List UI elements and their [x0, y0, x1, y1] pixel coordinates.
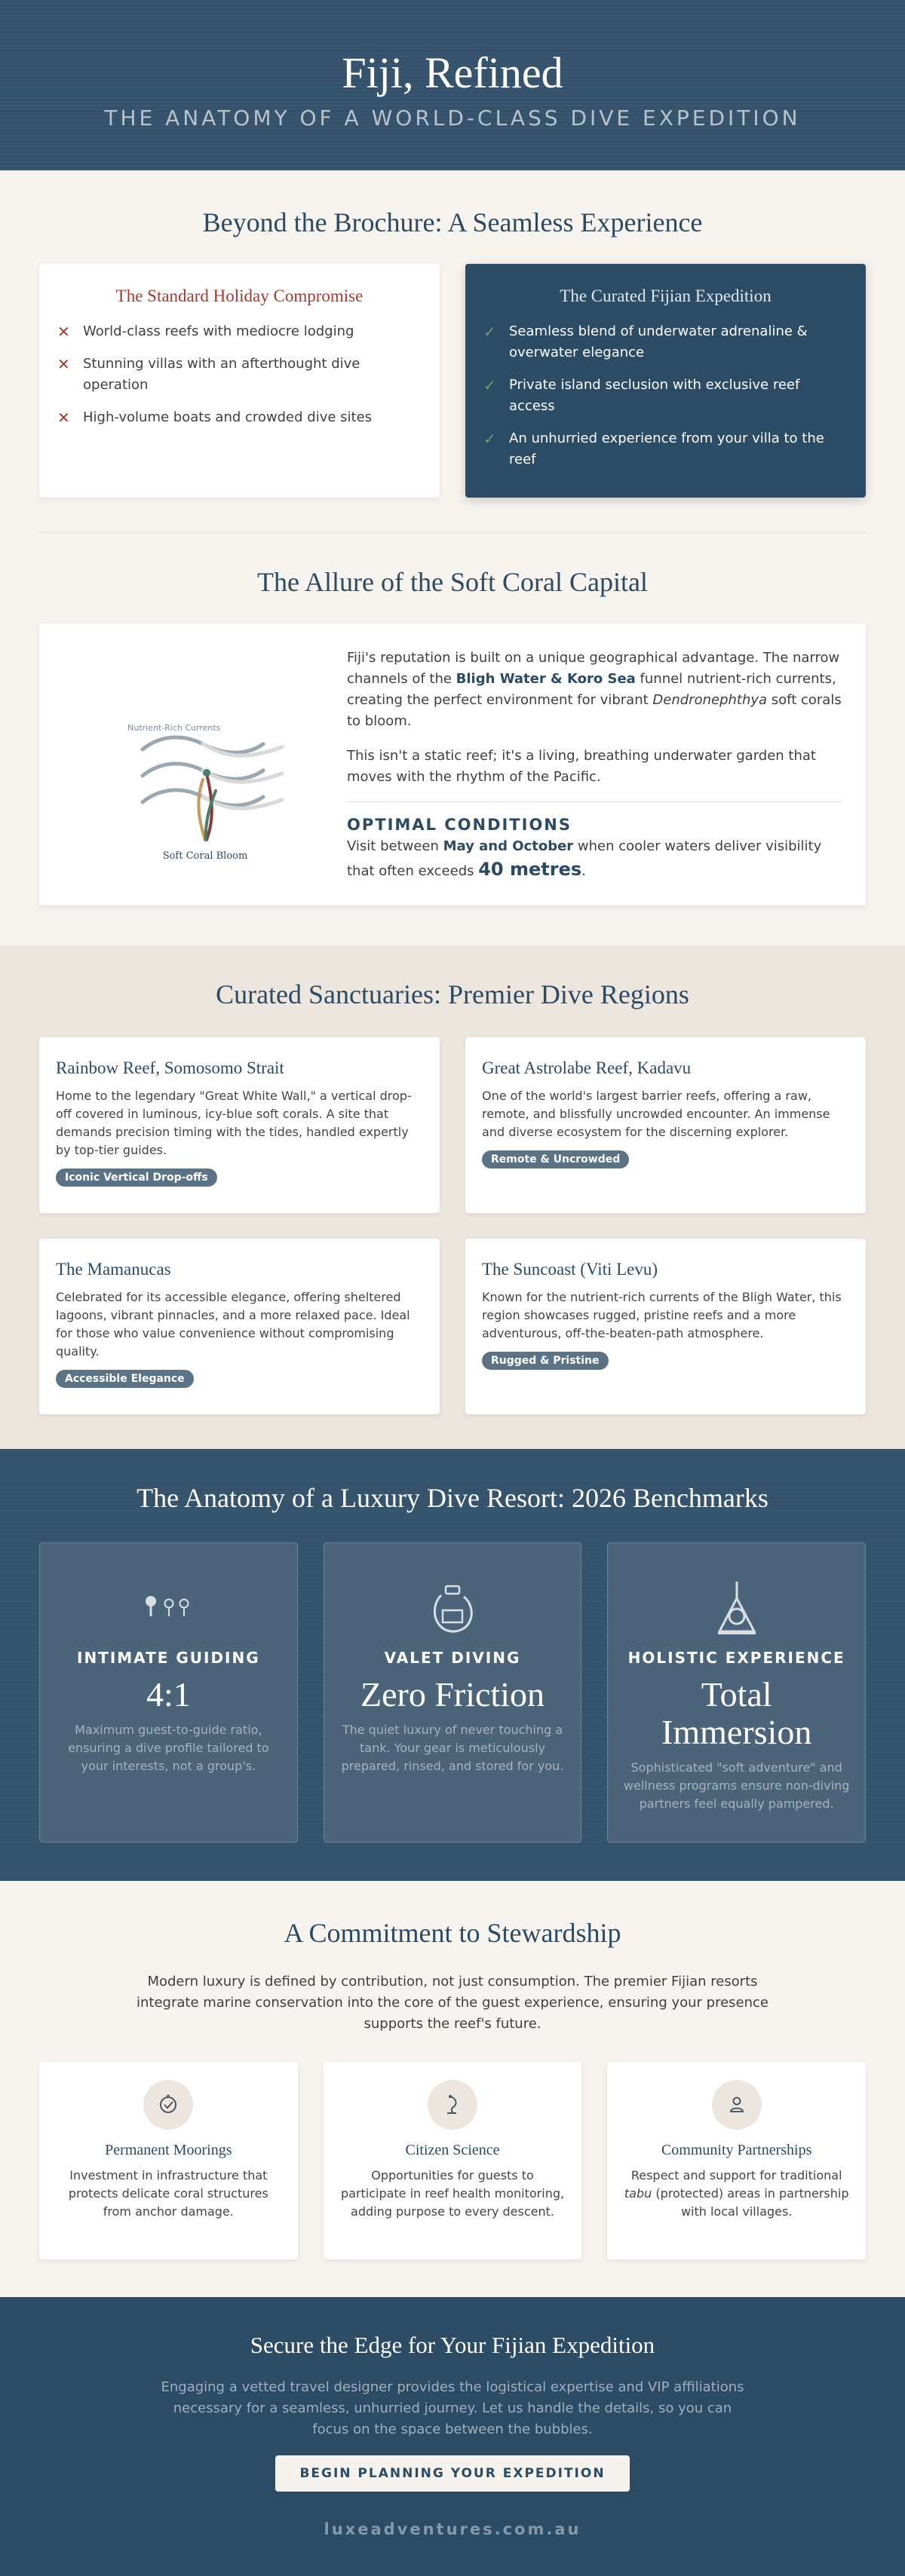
- region-badge: Iconic Vertical Drop-offs: [56, 1169, 217, 1187]
- cta-title: Secure the Edge for Your Fijian Expedition: [250, 2332, 655, 2358]
- cta-body: Engaging a vetted travel designer provides the logistical expertise and VIP affiliations necessary for a seamless, unhurried journey. Let us handle the details, so you can focus on the space between the bubbles.: [161, 2379, 744, 2437]
- page-subtitle: THE ANATOMY OF A WORLD-CLASS DIVE EXPEDITION: [104, 106, 801, 130]
- mooring-icon: [157, 2094, 179, 2116]
- community-icon: [726, 2094, 748, 2116]
- cross-icon: ✕: [57, 355, 70, 373]
- stewardship-card-moorings: Permanent Moorings Investment in infrastructure that protects delicate coral structures from anchor damage.: [39, 2062, 298, 2259]
- page-title: Fiji, Refined: [342, 48, 563, 97]
- cross-icon: ✕: [57, 409, 70, 427]
- allure-paragraph-1: Fiji's reputation is built on a unique geographical advantage. The narrow channels of the Bligh Water & Koro Sea funnel nutrient-rich currents, creating the perfect environment for vibrant Dendronephthya soft corals to bloom.: [347, 650, 842, 729]
- comparison-section: [0, 170, 905, 532]
- stewardship-section: [0, 1881, 905, 2297]
- comparison-title: Beyond the Brochure: A Seamless Experience: [202, 207, 703, 237]
- stewardship-title: A Commitment to Stewardship: [284, 1918, 621, 1948]
- allure-paragraph-2: This isn't a static reef; it's a living, breathing underwater garden that moves with the rhythm of the Pacific.: [347, 748, 816, 785]
- balance-icon: [710, 1579, 763, 1636]
- benchmark-value: Zero Friction: [360, 1675, 545, 1714]
- stewardship-card-community: Community Partnerships Respect and support for traditional tabu (protected) areas in partnership with local villages.: [607, 2062, 866, 2259]
- check-icon: ✓: [483, 430, 496, 448]
- region-card-mamanucas: The Mamanucas Celebrated for its accessible elegance, offering sheltered lagoons, vibrant pinnacles, and a more relaxed pace. Ideal for those who value convenience without compromising quality. Accessible Elegance: [39, 1239, 440, 1414]
- optimal-conditions-title: OPTIMAL CONDITIONS: [347, 816, 572, 834]
- current-coral-icon: [63, 648, 347, 881]
- curated-card-title: The Curated Fijian Expedition: [560, 286, 772, 305]
- list-item: ✕ Stunning villas with an afterthought dive operation: [57, 354, 422, 396]
- science-icon: [441, 2094, 464, 2116]
- stewardship-intro: Modern luxury is defined by contribution, not just consumption. The premier Fijian resorts integrate marine conservation into the core of the guest experience, ensuring your presence supports the reef's future.: [136, 1974, 768, 2032]
- benchmark-card-guiding: INTIMATE GUIDING 4:1 Maximum guest-to-guide ratio, ensuring a dive profile tailored to your interests, not a group's.: [39, 1542, 298, 1842]
- benchmark-card-valet: VALET DIVING Zero Friction The quiet luxury of never touching a tank. Your gear is meticulously prepared, rinsed, and stored for you.: [324, 1542, 582, 1842]
- standard-holiday-card: [39, 264, 440, 498]
- dive-regions-section: [0, 945, 905, 1449]
- dive-tank-icon: [426, 1579, 479, 1636]
- check-icon: ✓: [483, 376, 496, 394]
- cross-icon: ✕: [57, 323, 70, 341]
- regions-title: Curated Sanctuaries: Premier Dive Regions: [216, 979, 689, 1009]
- cta-section: [0, 2297, 905, 2576]
- region-badge: Remote & Uncrowded: [482, 1150, 629, 1169]
- stewardship-card-citizen-science: Citizen Science Opportunities for guests to participate in reef health monitoring, adding purpose to every descent.: [324, 2062, 582, 2259]
- soft-coral-section: [0, 533, 905, 945]
- rule: [347, 801, 842, 802]
- benchmarks-section: [0, 1449, 905, 1881]
- list-item: ✓ Seamless blend of underwater adrenaline & overwater elegance: [483, 321, 848, 363]
- region-card-rainbow-reef: Rainbow Reef, Somosomo Strait Home to the legendary "Great White Wall," a vertical drop-off covered in luminous, icy-blue soft corals. A site that demands precision timing with the tides, handled expertly by top-tier guides. Iconic Vertical Drop-offs: [39, 1037, 440, 1213]
- list-item: ✕ World-class reefs with mediocre lodging: [57, 323, 354, 341]
- region-badge: Rugged & Pristine: [482, 1352, 609, 1370]
- website-link[interactable]: luxeadventures.com.au: [324, 2520, 581, 2538]
- benchmark-card-holistic: HOLISTIC EXPERIENCE Total Immersion Sophisticated "soft adventure" and wellness programs ensure non-diving partners feel equally pampered.: [607, 1542, 866, 1842]
- allure-card: [39, 623, 866, 905]
- list-item: ✓ An unhurried experience from your villa to the reef: [483, 428, 848, 470]
- curated-expedition-card: [465, 264, 866, 498]
- benchmark-value: Total Immersion: [661, 1675, 812, 1751]
- hero-banner: [0, 0, 905, 170]
- check-icon: ✓: [483, 323, 496, 341]
- guide-group-icon: [142, 1592, 195, 1622]
- optimal-conditions-body: Visit between May and October when cooler waters deliver visibility that often exceeds 40 metres.: [347, 838, 822, 880]
- list-item: ✓ Private island seclusion with exclusive reef access: [483, 375, 848, 417]
- region-card-great-astrolabe: Great Astrolabe Reef, Kadavu One of the world's largest barrier reefs, offering a raw, remote, and blissfully uncrowded encounter. An immense and diverse ecosystem for the discerning explorer. Remote & Uncrowded: [465, 1037, 866, 1213]
- svg-text:Nutrient-Rich Currents: Nutrient-Rich Currents: [127, 723, 221, 733]
- coral-current-illustration: [63, 648, 347, 905]
- list-item: ✕ High-volume boats and crowded dive sites: [57, 409, 373, 427]
- benchmarks-title: The Anatomy of a Luxury Dive Resort: 2026 Benchmarks: [137, 1483, 768, 1513]
- svg-text:Soft Coral Bloom: Soft Coral Bloom: [162, 850, 248, 862]
- region-card-suncoast: The Suncoast (Viti Levu) Known for the nutrient-rich currents of the Bligh Water, this region showcases rugged, pristine reefs and a more adventurous, off-the-beaten-path atmosphere. Rugged & Pristine: [465, 1239, 866, 1414]
- benchmark-value: 4:1: [146, 1675, 191, 1714]
- begin-planning-button[interactable]: BEGIN PLANNING YOUR EXPEDITION: [275, 2455, 629, 2492]
- allure-title: The Allure of the Soft Coral Capital: [257, 567, 648, 597]
- standard-card-title: The Standard Holiday Compromise: [115, 286, 364, 305]
- region-badge: Accessible Elegance: [56, 1370, 194, 1388]
